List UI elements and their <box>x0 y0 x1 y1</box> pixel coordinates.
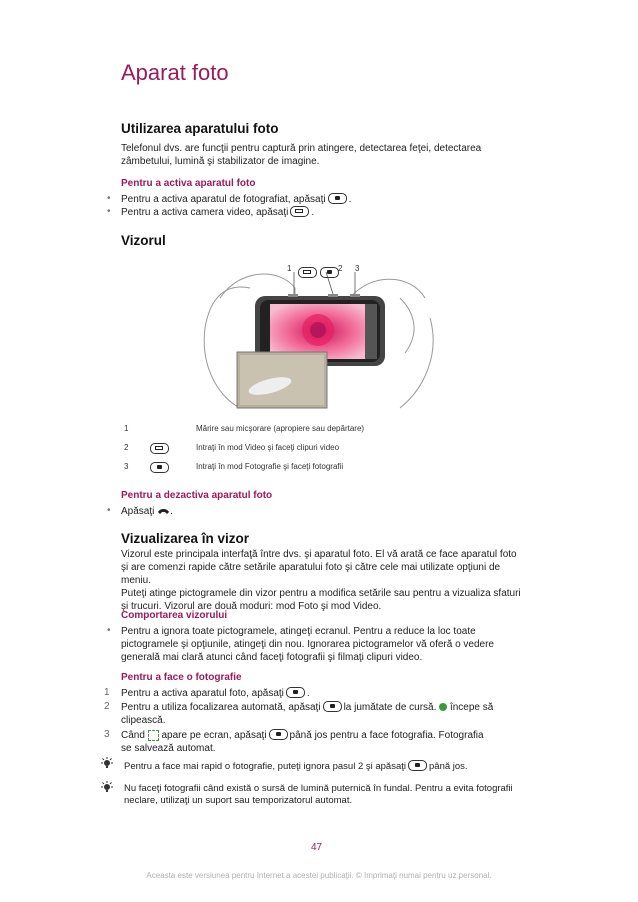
callout-3: 3 <box>355 264 360 273</box>
video-key-icon <box>290 206 309 217</box>
legend-text-2: Intraţi în mod Video şi faceţi clipuri video <box>196 443 340 452</box>
video-key-icon <box>148 441 171 459</box>
bullet-icon: • <box>107 193 111 204</box>
intro-line-2: zâmbetului, lumină şi stabilizator de imagine. <box>121 156 320 167</box>
subheading-viewfinder-behaviour: Comportarea vizorului <box>121 610 228 621</box>
step-3: Când apare pe ecran, apăsaţi până jos pentru a face fotografia. Fotografia se salvează automat. <box>121 730 484 754</box>
callout-2: 2 <box>338 264 343 273</box>
tip-1: Pentru a face mai rapid o fotografie, puteţi ignora pasul 2 şi apăsaţi până jos. <box>124 761 468 772</box>
tip-bulb-icon <box>100 757 114 771</box>
intro-paragraph <box>121 142 531 168</box>
intro-line-1: Telefonul dvs. are funcţii pentru captură prin atingere, detectarea feţei, detectarea <box>121 143 482 154</box>
legend-num-1: 1 <box>124 424 129 433</box>
bullet-icon: • <box>107 625 111 636</box>
legend-text-3: Intraţi în mod Fotografie şi faceţi fotografii <box>196 462 344 471</box>
subheading-take-photo: Pentru a face o fotografie <box>121 672 242 683</box>
callout-1: 1 <box>287 264 292 273</box>
phone-illustration <box>200 258 440 418</box>
step-number-3: 3 <box>104 729 110 740</box>
subheading-activate-camera: Pentru a activa aparatul foto <box>121 178 256 189</box>
viewfinder-behaviour-paragraph: Pentru a ignora toate pictogramele, atingeţi ecranul. Pentru a reduce la loc toate pictogramele şi opţiunile, atingeţi din nou. Ignorarea pictogramelor vă oferă o vedere generală mai clară atunci când faceţi fotografii şi filmaţi clipuri video. <box>121 626 494 663</box>
tip-2: Nu faceţi fotografii când există o sursă de lumină puternică în fundal. Pentru a evita fotografii neclare, utilizaţi un suport sau temporizatorul automat. <box>124 783 513 806</box>
video-key-icon <box>296 264 319 282</box>
step-1: Pentru a activa aparatul foto, apăsaţi . <box>121 688 310 699</box>
camera-key-icon <box>148 460 171 478</box>
page-title: Aparat foto <box>121 60 229 85</box>
bullet-icon: • <box>107 206 111 217</box>
camera-key-icon <box>408 760 427 771</box>
step-number-2: 2 <box>104 701 110 712</box>
step-number-1: 1 <box>104 687 110 698</box>
camera-key-icon <box>328 193 347 204</box>
page-number: 47 <box>311 842 323 853</box>
bullet-icon: • <box>107 505 111 516</box>
tip-bulb-icon <box>100 781 114 795</box>
legend-num-3: 3 <box>124 462 129 471</box>
focus-frame-icon <box>148 730 159 741</box>
section-heading-viewfinder-use: Vizualizarea în vizor <box>121 531 250 546</box>
end-call-icon <box>157 506 170 516</box>
camera-key-icon <box>323 701 342 712</box>
focus-indicator-icon <box>439 703 447 711</box>
bullet-activate-photo: Pentru a activa aparatul de fotografiat, apăsaţi . <box>121 194 352 205</box>
camera-key-icon <box>286 687 305 698</box>
subheading-deactivate: Pentru a dezactiva aparatul foto <box>121 490 273 501</box>
bullet-activate-video: Pentru a activa camera video, apăsaţi . <box>121 207 315 218</box>
legend-num-2: 2 <box>124 443 129 452</box>
viewfinder-paragraph: Vizorul este principala interfaţă între dvs. şi aparatul foto. El vă arată ce face aparatul foto şi are comenzi rapide către setările aparatului foto şi către cele mai utilizate opţiuni de meniu. Puteţi atinge pictogramele din vizor pentru a modifica setările sau pentru a vizualiza sfaturi şi trucuri. Vizorul are două moduri: mod Foto şi mod Video. <box>121 549 521 612</box>
section-heading-viewfinder: Vizorul <box>121 233 166 248</box>
camera-key-icon <box>269 729 288 740</box>
legend-text-1: Mărire sau micşorare (apropiere sau depărtare) <box>196 424 365 433</box>
step-2: Pentru a utiliza focalizarea automată, apăsaţi la jumătate de cursă. începe să clipească. <box>121 702 494 726</box>
bullet-press-end: Apăsaţi . <box>121 506 173 517</box>
section-heading-using-camera: Utilizarea aparatului foto <box>121 121 279 136</box>
footer-note: Aceasta este versiunea pentru Internet a acestei publicaţii. © Imprimaţi numai pentru uz personal. <box>146 871 492 880</box>
